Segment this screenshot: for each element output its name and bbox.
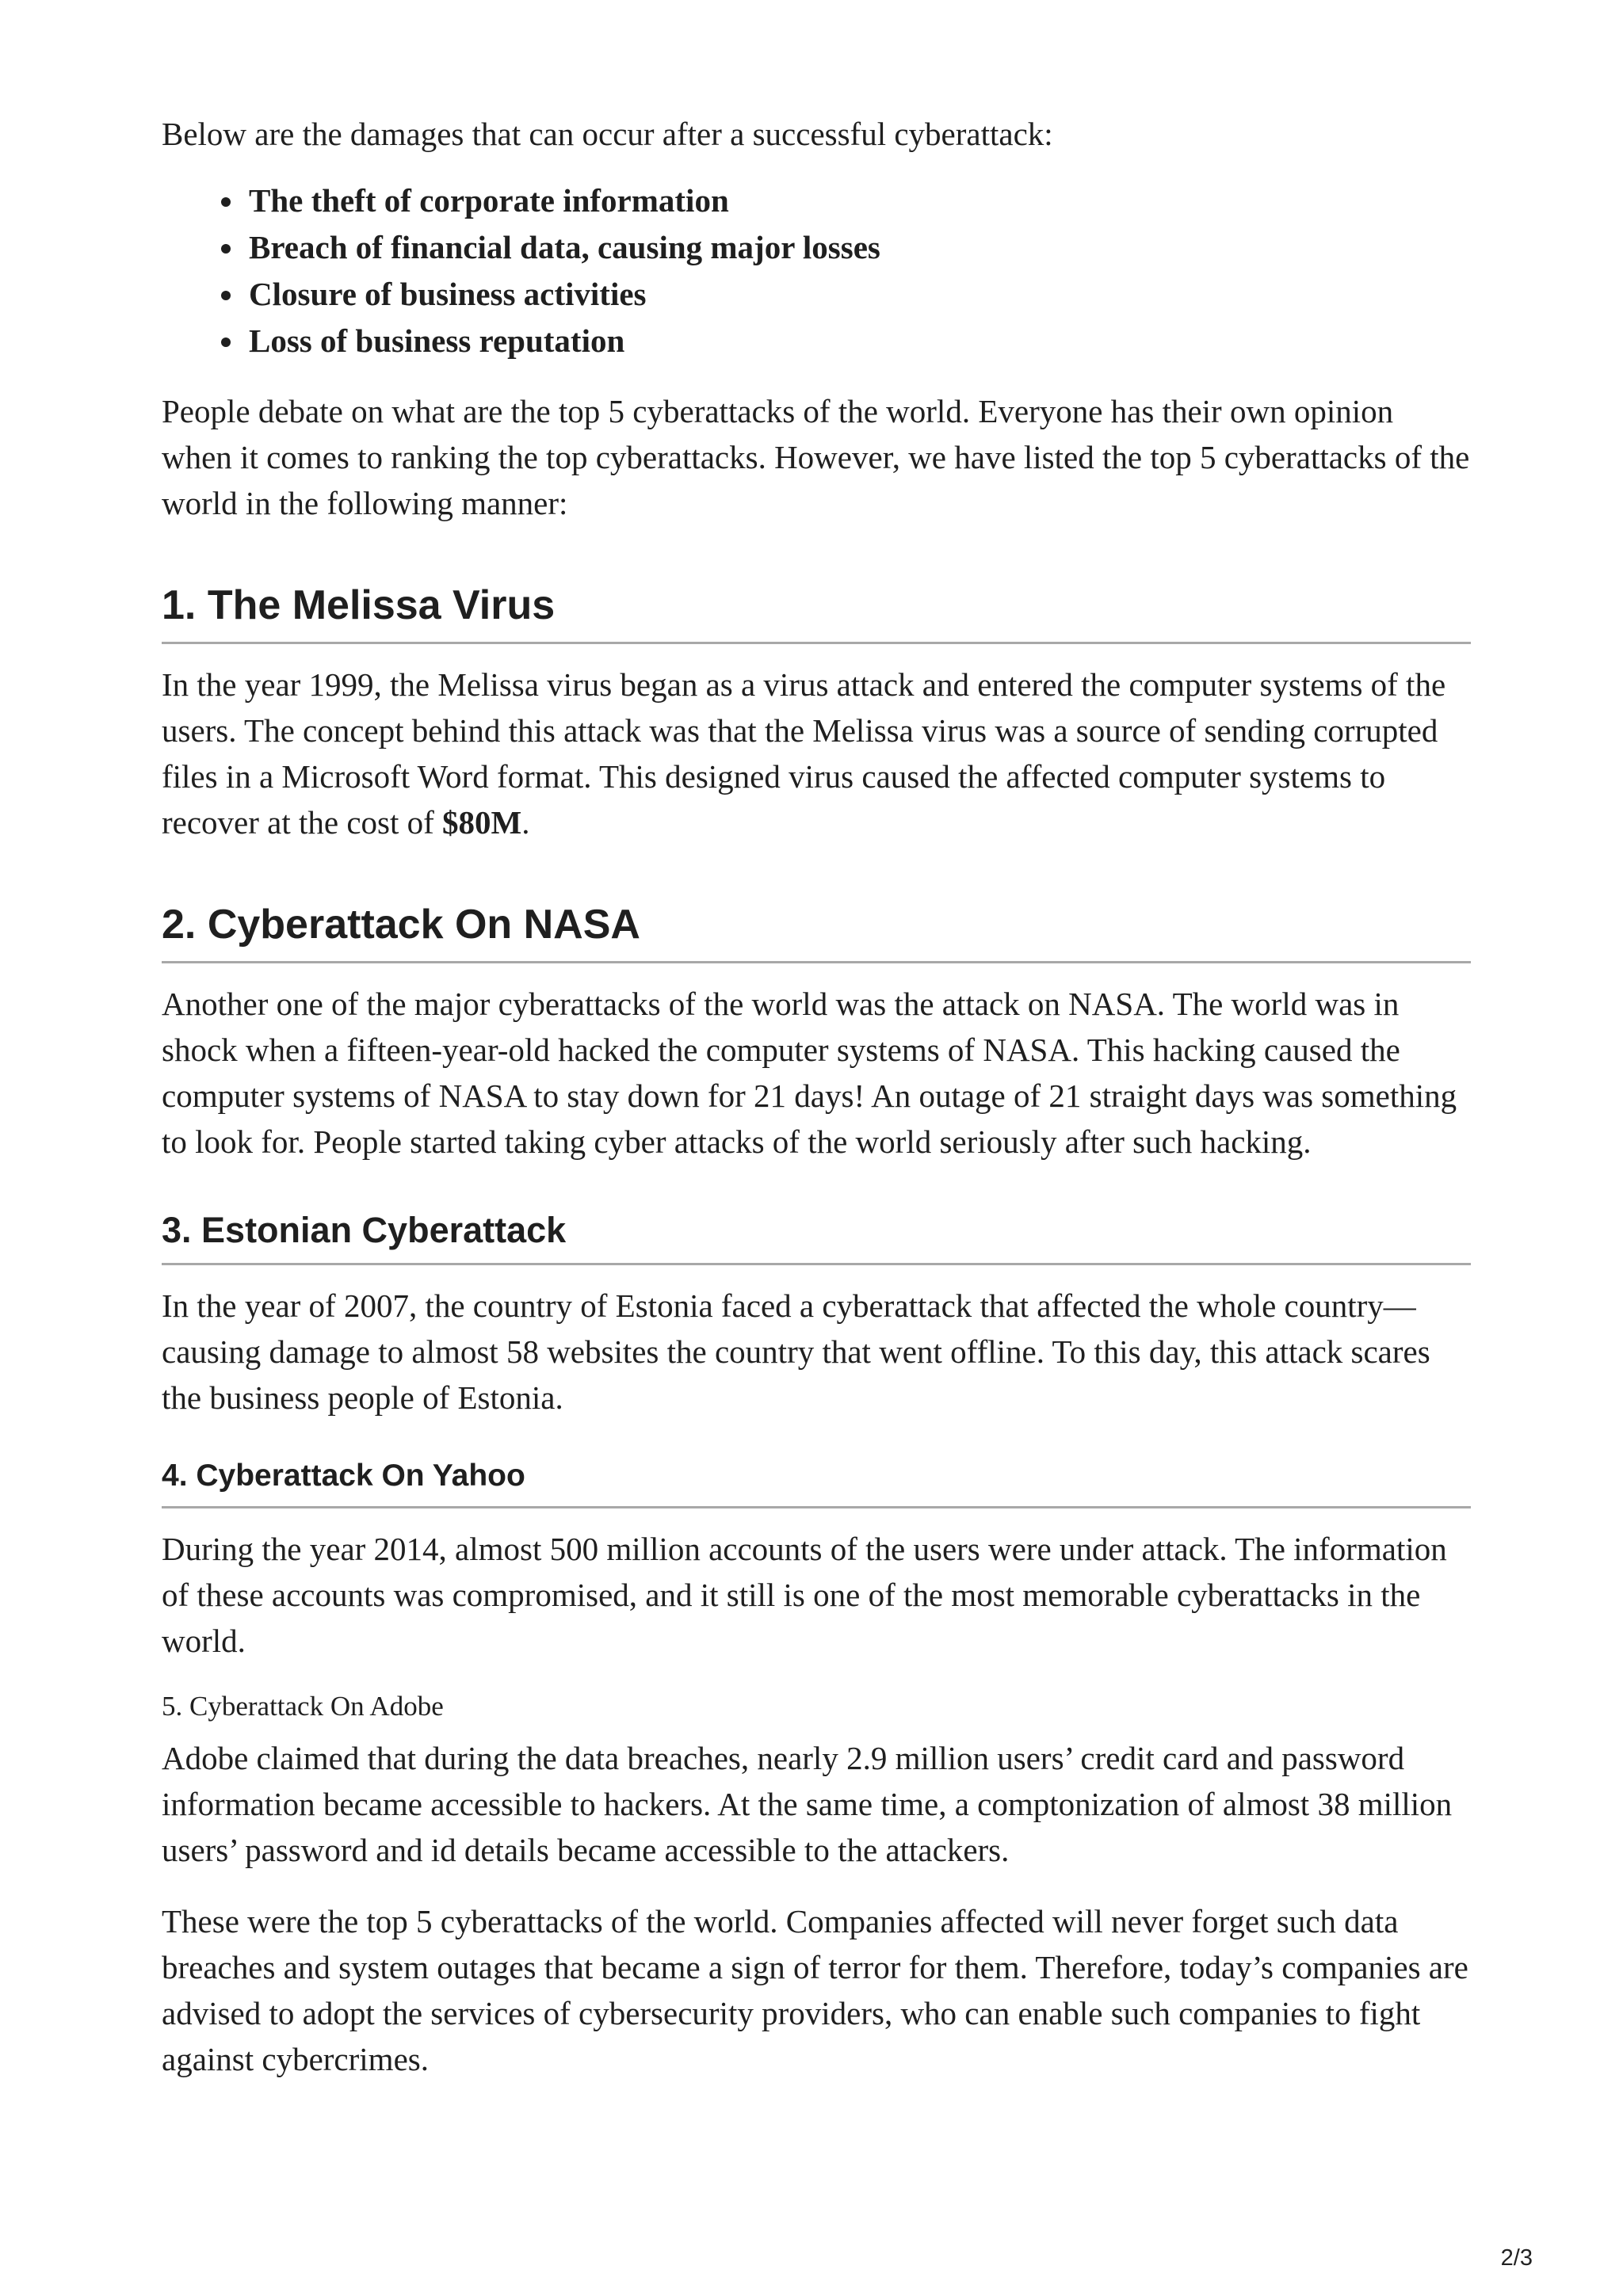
damages-list <box>162 177 1471 364</box>
nasa-heading: 2. Cyberattack On NASA <box>162 901 1471 963</box>
document-page <box>162 111 1471 2082</box>
melissa-paragraph <box>162 662 1471 845</box>
melissa-body: In the year 1999, the Melissa virus began as a virus attack and entered the computer systems of the users. The concept behind this attack was that the Melissa virus was a source of sending corrupted files in a Microsoft Word format. This designed virus caused the affected computer systems to recover at the cost of <box>162 666 1446 841</box>
adobe-heading: 5. Cyberattack On Adobe <box>162 1691 444 1722</box>
list-item: • Breach of financial data, causing major losses <box>246 224 1471 271</box>
intro-paragraph: Below are the damages that can occur after a successful cyberattack: <box>162 116 1053 152</box>
page-number: 2/3 <box>1500 2245 1533 2271</box>
melissa-end: . <box>521 804 530 841</box>
melissa-heading: 1. The Melissa Virus <box>162 582 1471 644</box>
estonia-heading: 3. Estonian Cyberattack <box>162 1209 1471 1265</box>
estonia-paragraph: In the year of 2007, the country of Estonia faced a cyberattack that affected the whole country—causing damage to almost 58 websites the country that went offline. To this day, this attack scares the business people of Estonia. <box>162 1287 1430 1416</box>
list-item: • The theft of corporate information <box>246 177 1471 224</box>
list-item: • Closure of business activities <box>246 271 1471 318</box>
adobe-paragraph: Adobe claimed that during the data breaches, nearly 2.9 million users’ credit card and password information became accessible to hackers. At the same time, a comptonization of almost 38 million users’ password and id details became accessible to the attackers. <box>162 1740 1453 1868</box>
list-item: • Loss of business reputation <box>246 318 1471 364</box>
yahoo-paragraph: During the year 2014, almost 500 million accounts of the users were under attack. The information of these accounts was compromised, and it still is one of the most memorable cyberattacks in the world. <box>162 1531 1447 1659</box>
nasa-paragraph: Another one of the major cyberattacks of the world was the attack on NASA. The world was in shock when a fifteen-year-old hacked the computer systems of NASA. This hacking caused the computer systems of NASA to stay down for 21 days! An outage of 21 straight days was something to look for. People started taking cyber attacks of the world seriously after such hacking. <box>162 986 1457 1160</box>
debate-paragraph: People debate on what are the top 5 cyberattacks of the world. Everyone has their own opinion when it comes to ranking the top cyberattacks. However, we have listed the top 5 cyberattacks of the world in the following manner: <box>162 393 1470 521</box>
conclusion-paragraph: These were the top 5 cyberattacks of the world. Companies affected will never forget such data breaches and system outages that became a sign of terror for them. Therefore, today’s companies are advised to adopt the services of cybersecurity providers, who can enable such companies to fight against cybercrimes. <box>162 1903 1468 2077</box>
yahoo-heading: 4. Cyberattack On Yahoo <box>162 1457 1471 1508</box>
melissa-cost: $80M <box>442 804 522 841</box>
